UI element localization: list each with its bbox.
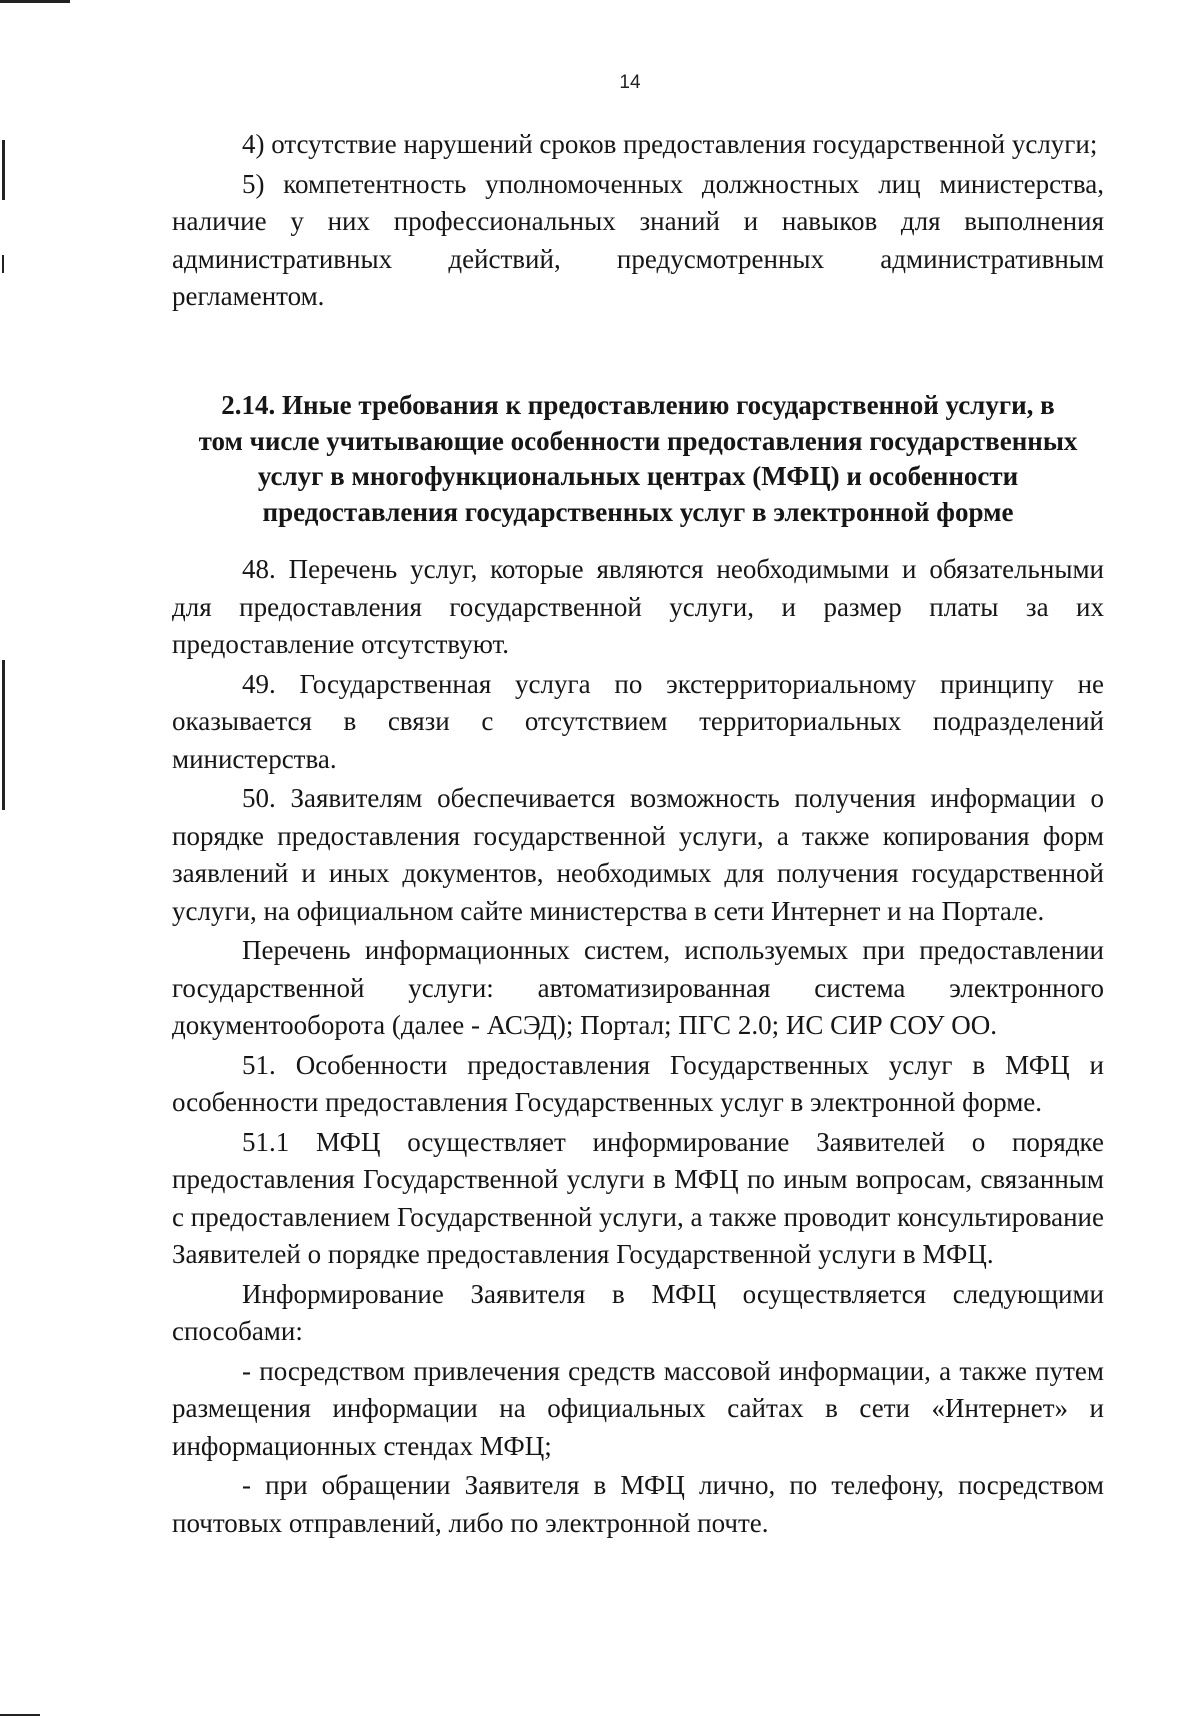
intro-paragraph: 5) компетентность уполномоченных должностных лиц министерства, наличие у них профессиональных знаний и навыков для выполнения административных действий, предусмотренных административным регламентом. <box>172 168 1104 311</box>
scan-mark-top <box>0 0 70 3</box>
heading-line: услуг в многофункциональных центрах (МФЦ) и особенности <box>257 461 1019 491</box>
paragraph-50: 50. Заявителям обеспечивается возможность получения информации о порядке предоставления государственной услуги, а также копирования форм заявлений и иных документов, необходимых для получения государственной услуги, на официальном сайте министерства в сети Интернет и на Портале. <box>172 783 1104 926</box>
body-section <box>172 551 1104 1542</box>
list-item-media: - посредством привлечения средств массовой информации, а также путем размещения информации на официальных сайтах в сети «Интернет» и информационных стендах МФЦ; <box>172 1355 1104 1461</box>
scan-mark-left-2 <box>2 255 4 273</box>
section-heading <box>172 388 1104 530</box>
paragraph-48: 48. Перечень услуг, которые являются необходимыми и обязательными для предоставления государственной услуги, и размер платы за их предоставление отсутствуют. <box>172 554 1104 659</box>
scan-mark-bottom <box>0 1714 40 1716</box>
scan-mark-left-3 <box>2 660 5 810</box>
paragraph-51-1: 51.1 МФЦ осуществляет информирование Заявителей о порядке предоставления Государственной услуги в МФЦ по иным вопросам, связанным с предоставлением Государственной услуги, а также проводит консультирование Заявителей о порядке предоставления Государственной услуги в МФЦ. <box>172 1126 1104 1269</box>
paragraph-info-systems: Перечень информационных систем, используемых при предоставлении государственной услуги: автоматизированная система электронного документооборота (далее - АСЭД); Портал; ПГС 2.0; ИС СИР СОУ ОО. <box>172 935 1104 1040</box>
scan-mark-left-1 <box>2 140 5 200</box>
heading-line: 2.14. Иные требования к предоставлению государственной услуги, в <box>221 390 1055 420</box>
intro-section <box>172 126 1104 316</box>
heading-line: предоставления государственных услуг в электронной форме <box>262 496 1014 527</box>
paragraph-51: 51. Особенности предоставления Государственных услуг в МФЦ и особенности предоставления Государственных услуг в электронной форме. <box>172 1049 1104 1117</box>
heading-line: том числе учитывающие особенности предоставления государственных <box>198 425 1078 456</box>
intro-paragraph: 4) отсутствие нарушений сроков предоставления государственной услуги; <box>242 129 1098 159</box>
paragraph-informing: Информирование Заявителя в МФЦ осуществляется следующими способами: <box>172 1278 1104 1346</box>
list-item-contact: - при обращении Заявителя в МФЦ лично, по телефону, посредством почтовых отправлений, либо по электронной почте. <box>172 1470 1104 1538</box>
page-number: 14 <box>619 72 641 93</box>
paragraph-49: 49. Государственная услуга по экстерриториальному принципу не оказывается в связи с отсутствием территориальных подразделений министерства. <box>172 668 1104 774</box>
